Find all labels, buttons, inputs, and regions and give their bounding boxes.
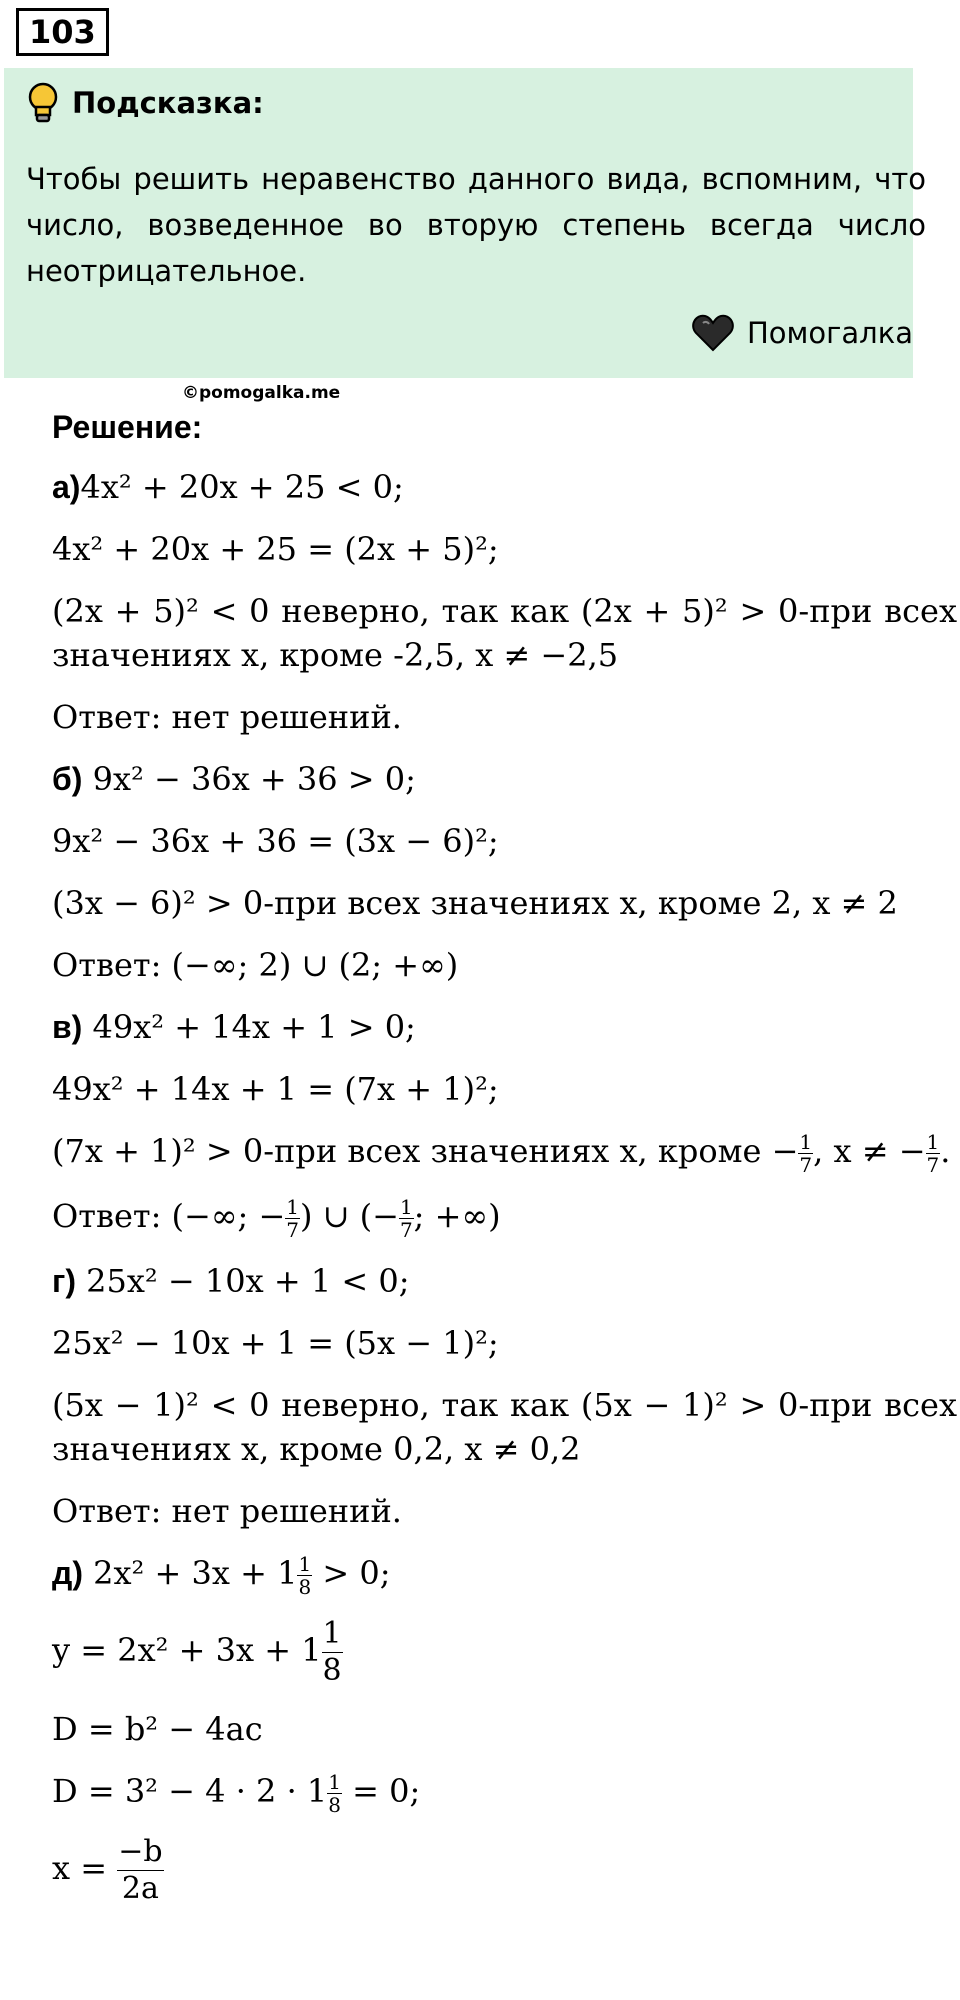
fraction-denominator: 7 bbox=[399, 1218, 413, 1242]
part-v-line3-pre: (7x + 1)² > 0-при всех значениях x, кроме − bbox=[52, 1132, 799, 1170]
fraction-denominator: 8 bbox=[298, 1575, 312, 1599]
fraction-one-eighth bbox=[327, 1771, 342, 1816]
fraction-denominator: 7 bbox=[799, 1153, 813, 1177]
fraction-numerator: 1 bbox=[298, 1552, 312, 1576]
part-d-line2-pre: y = 2x² + 3x + 1 bbox=[52, 1631, 322, 1669]
part-a-line3 bbox=[52, 589, 957, 633]
part-a-line1 bbox=[52, 465, 957, 509]
fraction-numerator: 1 bbox=[399, 1195, 413, 1219]
part-g-line4: значениях x, кроме 0,2, x ≠ 0,2 bbox=[52, 1430, 581, 1468]
part-b-line3: (3x − 6)² > 0-при всех значениях x, кроме 2, x ≠ 2 bbox=[52, 884, 898, 922]
part-a-line4: значениях x, кроме -2,5, x ≠ −2,5 bbox=[52, 636, 619, 674]
part-v-line1 bbox=[52, 1005, 957, 1049]
fraction-one-seventh bbox=[399, 1196, 414, 1241]
part-g-line2: 25x² − 10x + 1 = (5x − 1)²; bbox=[52, 1324, 499, 1362]
part-v-line2: 49x² + 14x + 1 = (7x + 1)²; bbox=[52, 1070, 499, 1108]
part-v-line3-mid: , x ≠ − bbox=[813, 1132, 926, 1170]
fraction-numerator: 1 bbox=[322, 1616, 342, 1651]
part-g-inequality: 25x² − 10x + 1 < 0; bbox=[75, 1262, 410, 1300]
part-d-line1-pre: 2x² + 3x + 1 bbox=[82, 1554, 298, 1592]
part-a-line3a: (2x + 5)² < 0 неверно, так как (2x + 5)² > 0-при всех bbox=[52, 592, 957, 630]
fraction-one-seventh bbox=[926, 1131, 941, 1176]
part-b-answer: Ответ: (−∞; 2) ∪ (2; +∞) bbox=[52, 946, 459, 984]
brand-name: Помогалка bbox=[747, 316, 913, 350]
part-v-line3 bbox=[52, 1129, 957, 1176]
hint-title: Подсказка: bbox=[72, 86, 264, 120]
fraction-numerator: 1 bbox=[286, 1195, 299, 1219]
fraction-denominator: 7 bbox=[926, 1153, 940, 1177]
part-v-label: в) bbox=[52, 1009, 83, 1045]
fraction-numerator: −b bbox=[118, 1834, 163, 1869]
part-d-line5-pre: x = bbox=[52, 1849, 118, 1887]
part-d-line4-end: = 0; bbox=[342, 1772, 421, 1810]
part-b-label: б) bbox=[52, 761, 83, 797]
part-b-inequality: 9x² − 36x + 36 > 0; bbox=[82, 760, 416, 798]
part-d-line1 bbox=[52, 1551, 957, 1598]
hint-header bbox=[26, 82, 264, 124]
hint-text: Чтобы решить неравенство данного вида, вспомним, что число, возведенное во вторую степень всегда число неотрицательное. bbox=[26, 162, 926, 288]
part-g-label: г) bbox=[52, 1263, 76, 1299]
part-g-answer: Ответ: нет решений. bbox=[52, 1492, 402, 1530]
copyright: ©pomogalka.me bbox=[182, 383, 341, 403]
problem-number: 103 bbox=[16, 8, 109, 56]
fraction-denominator: 7 bbox=[286, 1218, 299, 1242]
part-g-line3 bbox=[52, 1383, 957, 1427]
part-d-line4 bbox=[52, 1769, 957, 1816]
part-v-answer-end: ; +∞) bbox=[413, 1197, 501, 1235]
part-v-answer-mid: ) ∪ (− bbox=[300, 1197, 399, 1235]
part-d-line4-pre: D = 3² − 4 · 2 · 1 bbox=[52, 1772, 328, 1810]
fraction-one-seventh bbox=[285, 1196, 300, 1241]
fraction-one-eighth-large bbox=[322, 1616, 343, 1689]
lightbulb-icon bbox=[26, 82, 60, 124]
heart-icon bbox=[691, 313, 735, 353]
part-d-line3: D = b² − 4ac bbox=[52, 1710, 263, 1748]
solution-title: Решение: bbox=[52, 409, 203, 445]
solution bbox=[52, 405, 957, 1925]
fraction-one-eighth bbox=[297, 1553, 312, 1598]
part-b-line2: 9x² − 36x + 36 = (3x − 6)²; bbox=[52, 822, 499, 860]
part-v-inequality: 49x² + 14x + 1 > 0; bbox=[82, 1008, 416, 1046]
fraction-denominator: 8 bbox=[328, 1793, 341, 1817]
brand bbox=[673, 313, 913, 353]
part-d-line5 bbox=[52, 1834, 957, 1907]
part-g-line3a: (5x − 1)² < 0 неверно, так как (5x − 1)² > 0-при всех bbox=[52, 1386, 957, 1424]
part-v-answer-pre: Ответ: (−∞; − bbox=[52, 1197, 286, 1235]
part-a-answer: Ответ: нет решений. bbox=[52, 698, 402, 736]
part-a-line2: 4x² + 20x + 25 = (2x + 5)²; bbox=[52, 530, 499, 568]
part-a-label: а) bbox=[52, 469, 81, 505]
fraction-one-seventh bbox=[798, 1131, 813, 1176]
fraction-denominator: 8 bbox=[322, 1653, 342, 1688]
part-d-label: д) bbox=[52, 1555, 83, 1591]
part-g-line1 bbox=[52, 1259, 957, 1303]
part-d-line1-end: > 0; bbox=[312, 1554, 391, 1592]
fraction-x-formula bbox=[117, 1834, 163, 1907]
part-d-line2 bbox=[52, 1616, 957, 1689]
part-v-line3-end: . bbox=[940, 1132, 951, 1170]
fraction-numerator: 1 bbox=[926, 1130, 940, 1154]
part-v-answer bbox=[52, 1194, 957, 1241]
fraction-denominator: 2a bbox=[121, 1871, 159, 1906]
part-b-line1 bbox=[52, 757, 957, 801]
part-a-inequality: 4x² + 20x + 25 < 0; bbox=[80, 468, 404, 506]
hint-panel bbox=[4, 68, 926, 378]
fraction-numerator: 1 bbox=[799, 1130, 813, 1154]
fraction-numerator: 1 bbox=[328, 1770, 341, 1794]
